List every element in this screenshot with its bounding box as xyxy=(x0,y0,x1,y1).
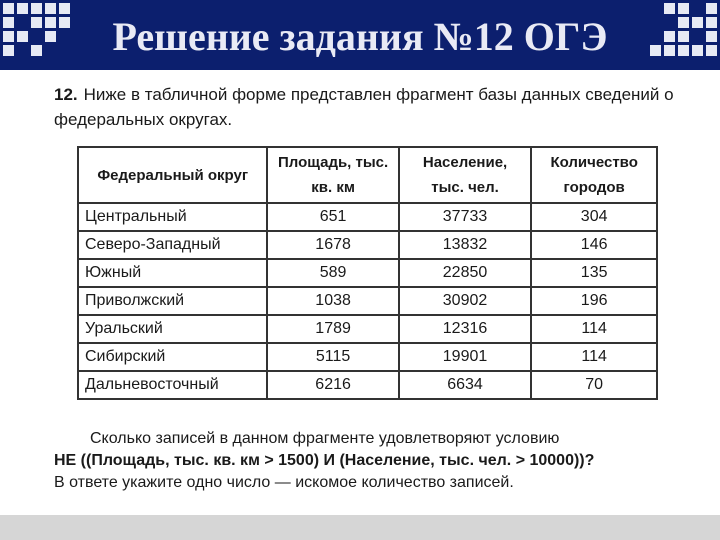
cell-cities: 146 xyxy=(531,231,657,259)
table-row xyxy=(78,343,657,371)
cell-area: 6216 xyxy=(267,371,398,399)
page-title: Решение задания №12 ОГЭ xyxy=(112,14,608,59)
table-header-row xyxy=(78,147,657,203)
districts-table xyxy=(77,146,658,400)
table-row xyxy=(78,287,657,315)
cell-area: 1789 xyxy=(267,315,398,343)
cell-cities: 135 xyxy=(531,259,657,287)
task-number: 12. xyxy=(54,85,78,104)
cell-district: Приволжский xyxy=(78,287,267,315)
cell-district: Уральский xyxy=(78,315,267,343)
cell-population: 19901 xyxy=(399,343,532,371)
table-row xyxy=(78,259,657,287)
cell-cities: 114 xyxy=(531,343,657,371)
cell-cities: 114 xyxy=(531,315,657,343)
cell-area: 589 xyxy=(267,259,398,287)
column-header-area: Площадь, тыс. кв. км xyxy=(267,147,398,203)
question-condition: НЕ ((Площадь, тыс. кв. км > 1500) И (Население, тыс. чел. > 10000))? xyxy=(54,452,595,469)
column-header-population: Население, тыс. чел. xyxy=(399,147,532,203)
table-row xyxy=(78,315,657,343)
column-header-district: Федеральный округ xyxy=(78,147,267,203)
question-line: Сколько записей в данном фрагменте удовлетворяют условию xyxy=(90,430,560,447)
answer-instruction: В ответе укажите одно число — искомое количество записей. xyxy=(54,474,514,491)
task-intro xyxy=(54,82,694,132)
cell-cities: 196 xyxy=(531,287,657,315)
cell-population: 37733 xyxy=(399,203,532,231)
cell-district: Дальневосточный xyxy=(78,371,267,399)
footer-bar xyxy=(0,515,720,540)
decorative-grid-right xyxy=(650,3,717,56)
cell-area: 651 xyxy=(267,203,398,231)
cell-area: 1038 xyxy=(267,287,398,315)
cell-population: 30902 xyxy=(399,287,532,315)
table-row xyxy=(78,231,657,259)
cell-population: 22850 xyxy=(399,259,532,287)
cell-district: Сибирский xyxy=(78,343,267,371)
cell-district: Южный xyxy=(78,259,267,287)
cell-population: 12316 xyxy=(399,315,532,343)
column-header-cities: Количество городов xyxy=(531,147,657,203)
cell-district: Северо-Западный xyxy=(78,231,267,259)
cell-district: Центральный xyxy=(78,203,267,231)
cell-cities: 304 xyxy=(531,203,657,231)
cell-population: 6634 xyxy=(399,371,532,399)
cell-population: 13832 xyxy=(399,231,532,259)
cell-area: 1678 xyxy=(267,231,398,259)
cell-cities: 70 xyxy=(531,371,657,399)
cell-area: 5115 xyxy=(267,343,398,371)
question-block xyxy=(54,428,704,494)
table-row xyxy=(78,203,657,231)
table-row xyxy=(78,371,657,399)
task-intro-text: Ниже в табличной форме представлен фрагмент базы данных сведений о федеральных округах. xyxy=(54,85,674,129)
header-bar xyxy=(0,0,720,70)
